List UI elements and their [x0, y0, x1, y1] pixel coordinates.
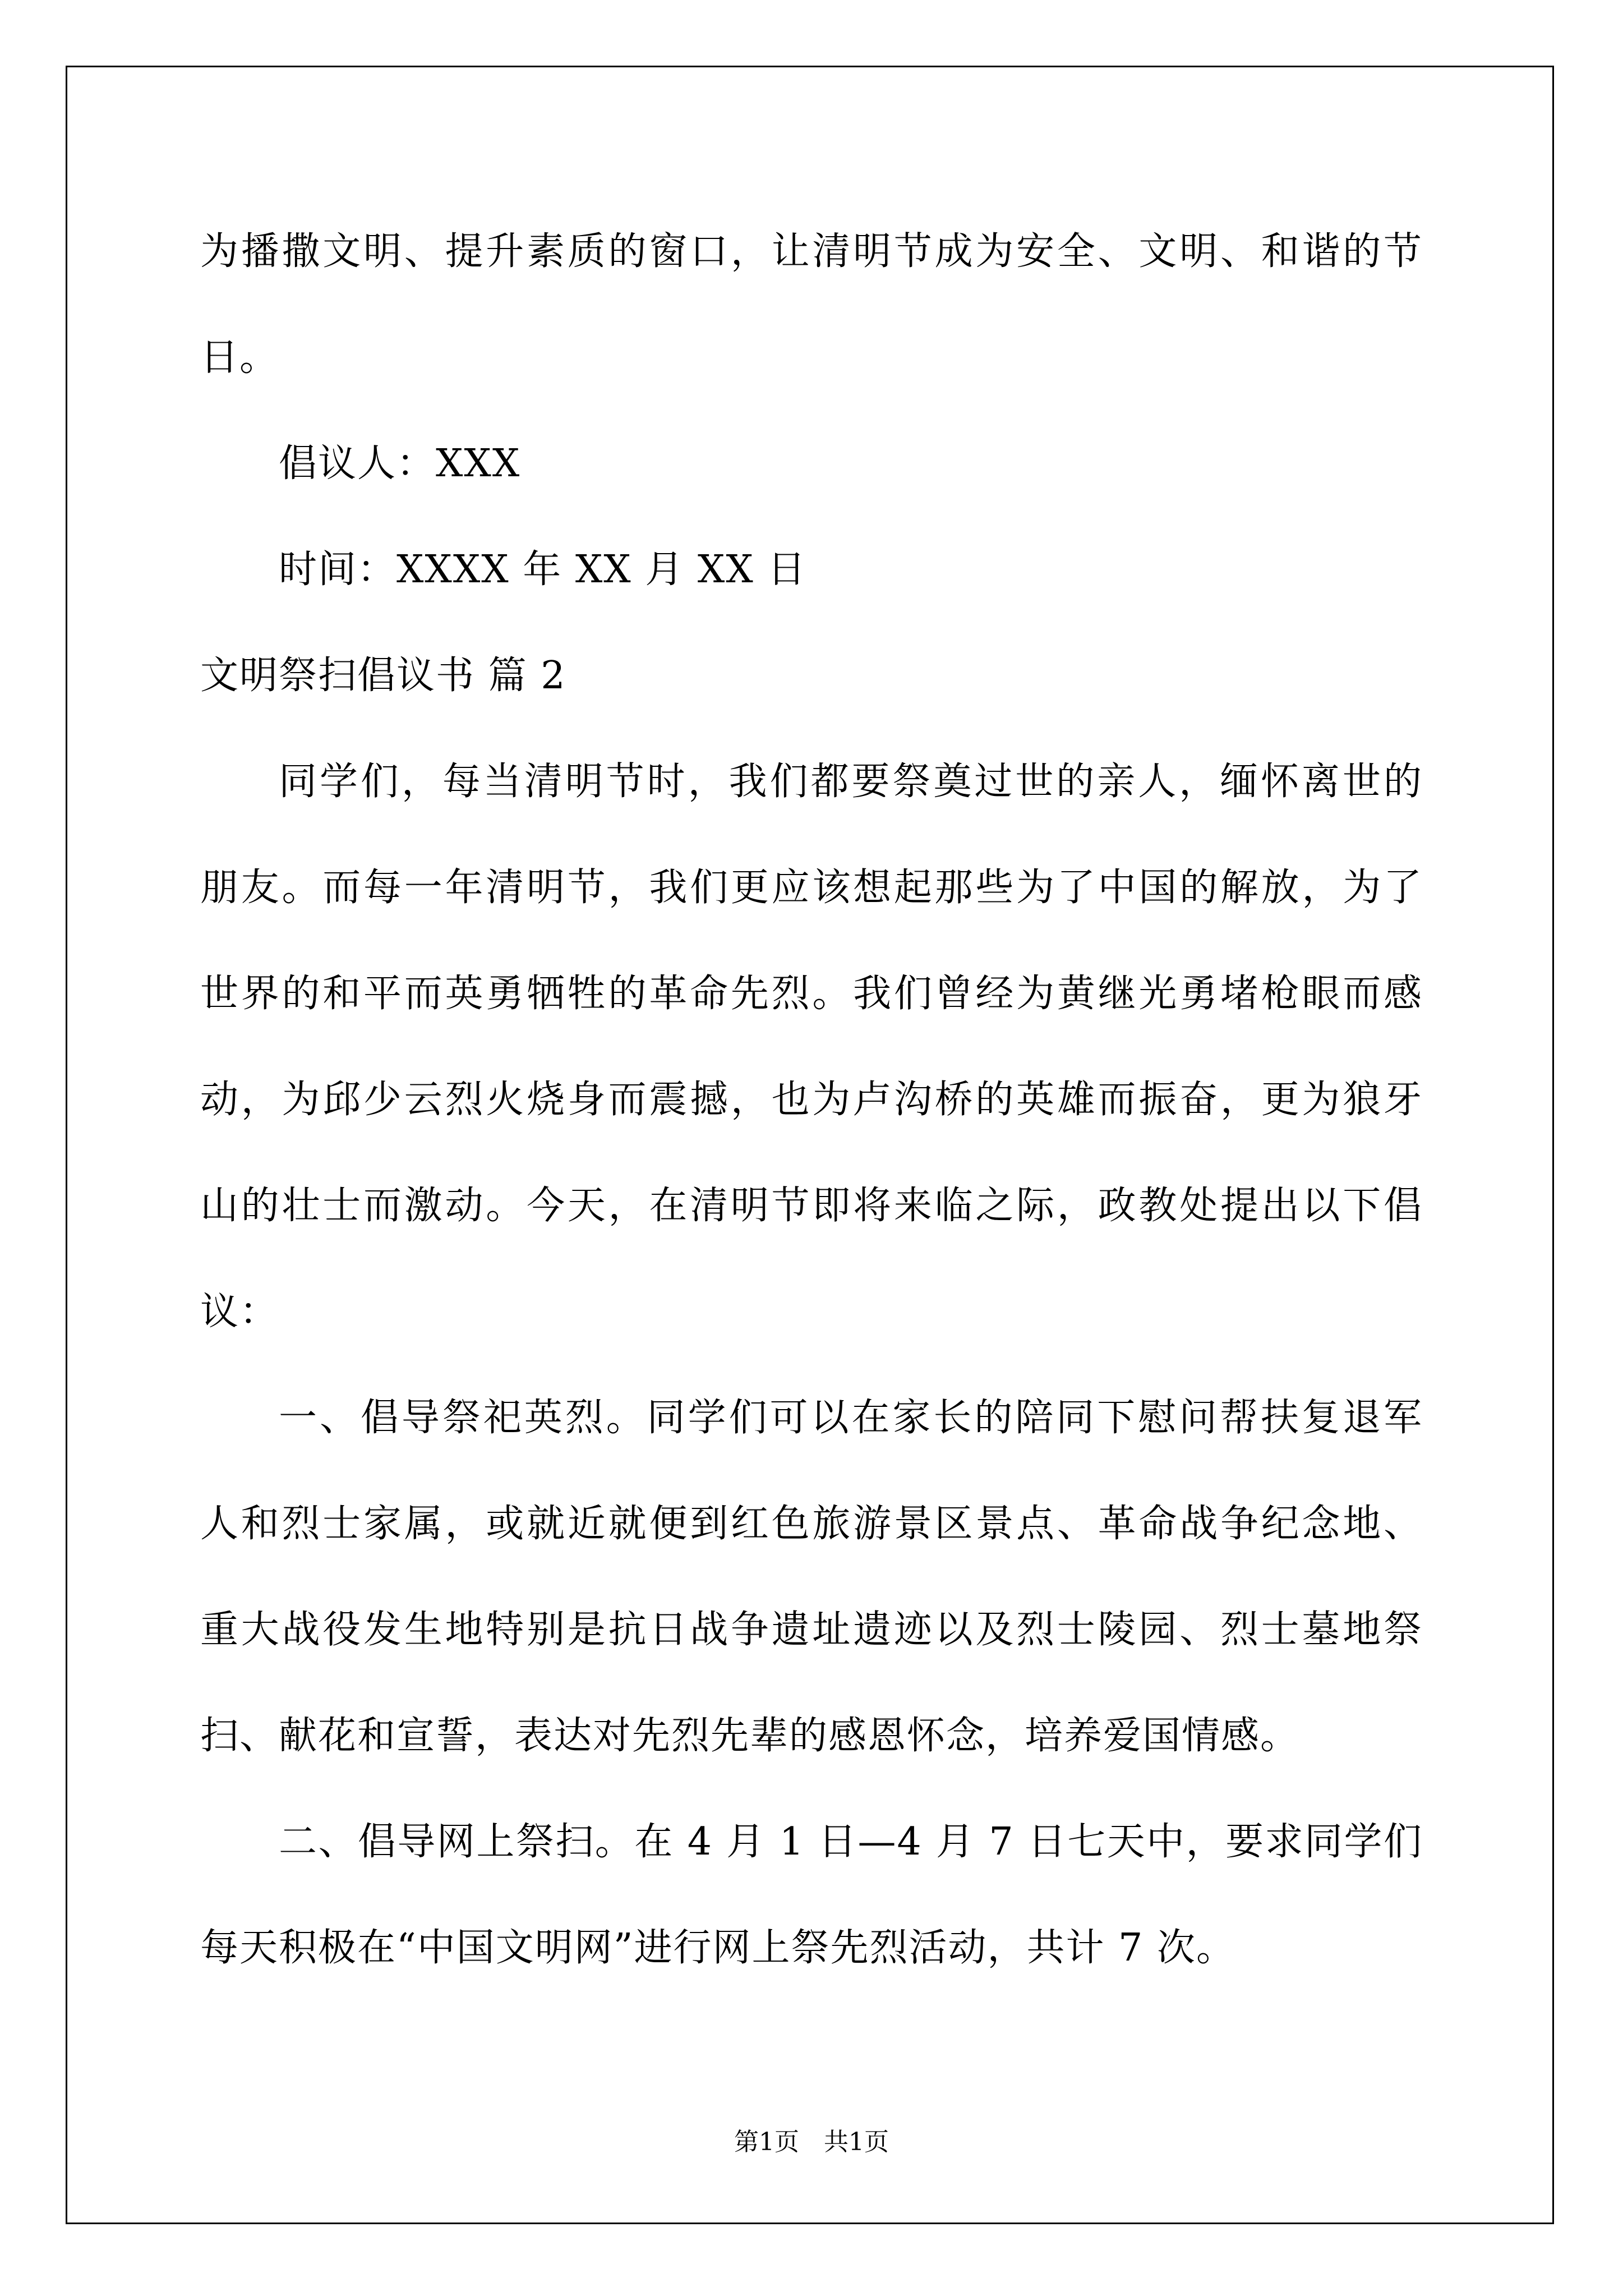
- paragraph: [200, 411, 1423, 517]
- page-indicator: 第1页 共1页: [734, 2128, 889, 2156]
- body-line: 世界的和平而英勇牺牲的革命先烈。我们曾经为黄继光勇堵枪眼而感: [200, 972, 1423, 1016]
- body-line: 二、倡导网上祭扫。在 4 月 1 日—4 月 7 日七天中，要求同学们: [279, 1820, 1423, 1864]
- body-line: 日。: [200, 335, 279, 380]
- paragraph: [200, 1365, 1423, 1789]
- date-line: 时间：XXXX 年 XX 月 XX 日: [279, 547, 807, 592]
- body-line: 扫、献花和宣誓，表达对先烈先辈的感恩怀念，培养爱国情感。: [200, 1714, 1300, 1758]
- section-title: 文明祭扫倡议书 篇 2: [200, 654, 566, 698]
- body-line: 朋友。而每一年清明节，我们更应该想起那些为了中国的解放，为了: [200, 866, 1423, 910]
- body-line: 山的壮士而激动。今天，在清明节即将来临之际，政教处提出以下倡: [200, 1184, 1423, 1228]
- paragraph: [200, 199, 1423, 411]
- body-line: 一、倡导祭祀英烈。同学们可以在家长的陪同下慰问帮扶复退军: [279, 1396, 1423, 1440]
- body-line: 人和烈士家属，或就近就便到红色旅游景区景点、革命战争纪念地、: [200, 1502, 1423, 1546]
- paragraph: [200, 729, 1423, 1365]
- body-line: 每天积极在“中国文明网”进行网上祭先烈活动，共计 7 次。: [200, 1926, 1236, 1970]
- body-line: 动，为邱少云烈火烧身而震撼，也为卢沟桥的英雄而振奋，更为狼牙: [200, 1078, 1423, 1122]
- document-body: [200, 199, 1423, 2001]
- paragraph: [200, 1789, 1423, 2001]
- body-line: 同学们，每当清明节时，我们都要祭奠过世的亲人，缅怀离世的: [279, 760, 1423, 804]
- body-line: 为播撒文明、提升素质的窗口，让清明节成为安全、文明、和谐的节: [200, 229, 1423, 274]
- paragraph: [200, 623, 1423, 729]
- body-line: 议：: [200, 1290, 279, 1334]
- body-line: 重大战役发生地特别是抗日战争遗址遗迹以及烈士陵园、烈士墓地祭: [200, 1608, 1423, 1652]
- page-footer: [0, 2125, 1623, 2159]
- paragraph: [200, 517, 1423, 623]
- proposer-line: 倡议人：XXX: [279, 441, 521, 486]
